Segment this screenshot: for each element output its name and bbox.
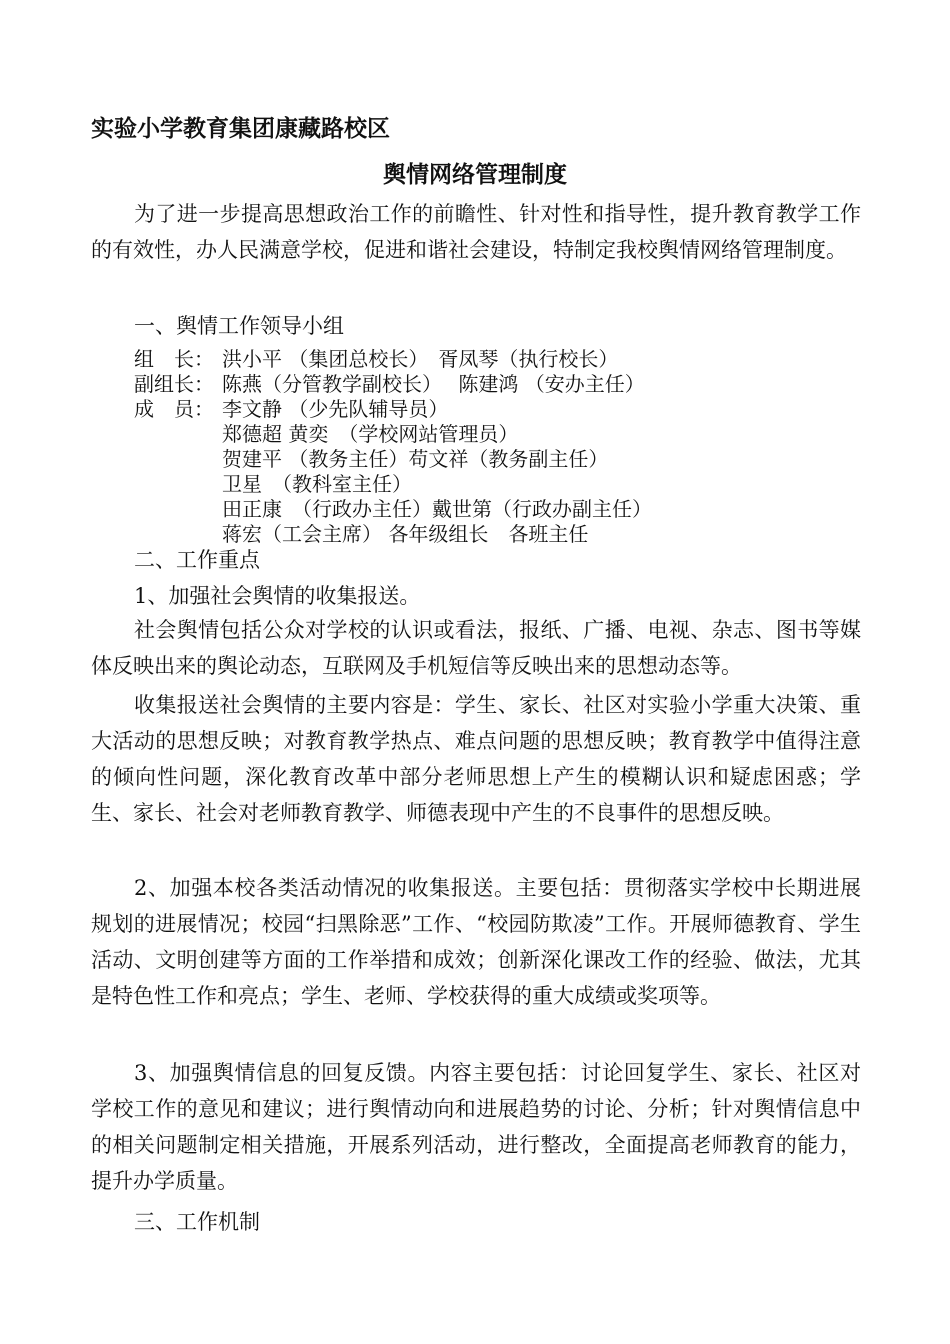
member-line-5: 田正康 （行政办主任）戴世第（行政办副主任） [222, 497, 652, 521]
member-line-6: 蒋宏（工会主席） 各年级组长 各班主任 [222, 522, 589, 546]
leader-role-label: 组 长： [134, 347, 214, 371]
deputy-role-label: 副组长： [134, 372, 214, 396]
leader-names: 洪小平 （集团总校长） 胥凤琴（执行校长） [222, 347, 619, 371]
intro-paragraph: 为了进一步提高思想政治工作的前瞻性、针对性和指导性，提升教育教学工作的有效性，办人民满意学校，促进和谐社会建设，特制定我校舆情网络管理制度。 [91, 202, 861, 262]
section3-heading: 三、工作机制 [134, 1210, 260, 1234]
item2-paragraph: 2、加强本校各类活动情况的收集报送。主要包括：贯彻落实学校中长期进展规划的进展情况；校园“扫黑除恶”工作、“校园防欺凌”工作。开展师德教育、学生活动、文明创建等方面的工作举措和成效；创新深化课改工作的经验、做法，尤其是特色性工作和亮点；学生、老师、学校获得的重大成绩或奖项等。 [91, 876, 861, 1008]
deputy-names: 陈燕（分管教学副校长） 陈建鸿 （安办主任） [222, 372, 645, 396]
section1-heading: 一、舆情工作领导小组 [134, 314, 344, 338]
member-line-2: 郑德超 黄奕 （学校网站管理员） [222, 422, 519, 446]
section2-heading: 二、工作重点 [134, 548, 260, 572]
item1-paragraph-1: 社会舆情包括公众对学校的认识或看法，报纸、广播、电视、杂志、图书等媒体反映出来的舆论动态，互联网及手机短信等反映出来的思想动态等。 [91, 618, 861, 678]
item1-paragraph-2: 收集报送社会舆情的主要内容是：学生、家长、社区对实验小学重大决策、重大活动的思想反映；对教育教学热点、难点问题的思想反映；教育教学中值得注意的倾向性问题，深化教育改革中部分老师思想上产生的模糊认识和疑虑困惑；学生、家长、社会对老师教育教学、师德表现中产生的不良事件的思想反映。 [91, 693, 861, 825]
roster-deputy-row [134, 371, 645, 397]
roster-leader-row [134, 346, 618, 372]
member-line-3: 贺建平 （教务主任）苟文祥（教务副主任） [222, 447, 609, 471]
member-line-1: 李文静 （少先队辅导员） [222, 397, 449, 421]
roster-member-row [134, 396, 448, 422]
member-role-label: 成 员： [134, 397, 214, 421]
document-title: 舆情网络管理制度 [383, 161, 567, 188]
item3-paragraph: 3、加强舆情信息的回复反馈。内容主要包括：讨论回复学生、家长、社区对学校工作的意见和建议；进行舆情动向和进展趋势的讨论、分析；针对舆情信息中的相关问题制定相关措施，开展系列活动，进行整改，全面提高老师教育的能力，提升办学质量。 [91, 1061, 861, 1193]
item1-heading: 1、加强社会舆情的收集报送。 [134, 584, 421, 608]
school-name: 实验小学教育集团康藏路校区 [91, 115, 390, 142]
member-line-4: 卫星 （教科室主任） [222, 472, 412, 496]
